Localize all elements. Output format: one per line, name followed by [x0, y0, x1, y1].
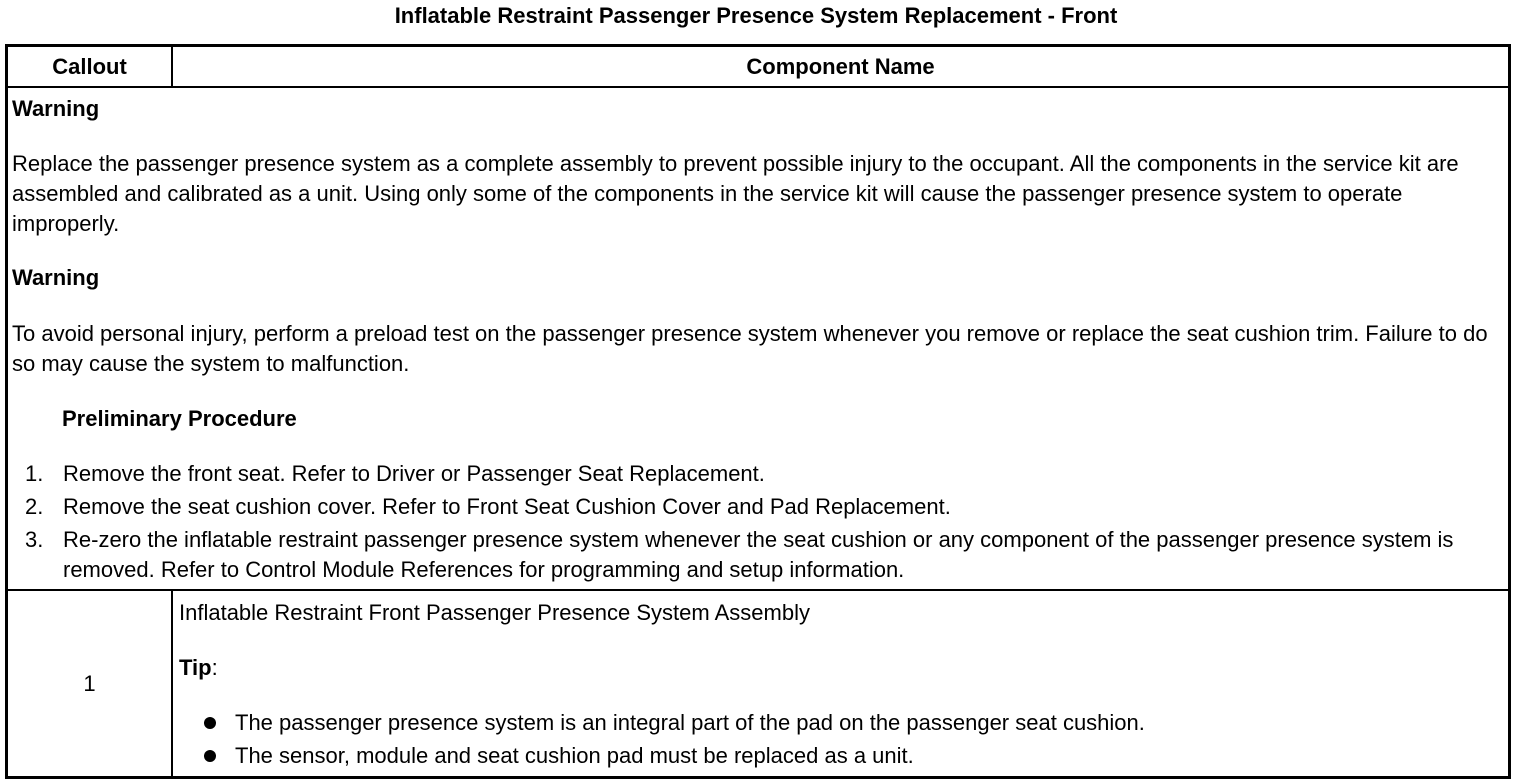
- tip-text: The sensor, module and seat cushion pad must be replaced as a unit.: [235, 743, 914, 768]
- step-number: 2.: [25, 494, 44, 519]
- tip-label: Tip: [179, 655, 212, 680]
- step-text: Remove the seat cushion cover. Refer to Front Seat Cushion Cover and Pad Replacement.: [63, 494, 951, 519]
- step-text: Re-zero the inflatable restraint passenger presence system whenever the seat cushion or any component of the passenger presence system is removed. Refer to Control Module References for programming and setup information.: [63, 527, 1454, 582]
- component-name-header: Component Name: [746, 53, 935, 79]
- procedure-table: [5, 44, 1511, 779]
- step-number: 3.: [25, 527, 44, 552]
- warning-text: To avoid personal injury, perform a preload test on the passenger presence system whenever you remove or replace the seat cushion trim. Failure to do so may cause the system to malfunction.: [12, 321, 1488, 376]
- callout-header: Callout: [8, 47, 173, 86]
- component-cell: [173, 591, 1508, 776]
- bullet-icon: [204, 717, 216, 729]
- warning-label: Warning: [12, 265, 100, 290]
- table-header-row: [8, 47, 1508, 88]
- bullet-icon: [204, 750, 216, 762]
- callout-number: 1: [8, 591, 173, 776]
- warnings-row: [8, 88, 1508, 591]
- warning-text: Replace the passenger presence system as a complete assembly to prevent possible injury to the occupant. All the components in the service kit are assembled and calibrated as a unit. Using only some of the components in the service kit will cause the passenger presence system to operate improperly.: [12, 151, 1459, 236]
- page-title: Inflatable Restraint Passenger Presence System Replacement - Front: [394, 3, 1118, 28]
- preliminary-procedure-heading: Preliminary Procedure: [62, 406, 297, 431]
- warning-label: Warning: [12, 96, 100, 121]
- tip-text: The passenger presence system is an integral part of the pad on the passenger seat cushion.: [235, 710, 1145, 735]
- tip-line: [179, 653, 1502, 683]
- tip-colon: :: [211, 655, 218, 680]
- step-text: Remove the front seat. Refer to Driver or Passenger Seat Replacement.: [63, 461, 765, 486]
- component-name: Inflatable Restraint Front Passenger Presence System Assembly: [179, 600, 810, 625]
- step-number: 1.: [25, 461, 44, 486]
- component-row: [8, 591, 1508, 776]
